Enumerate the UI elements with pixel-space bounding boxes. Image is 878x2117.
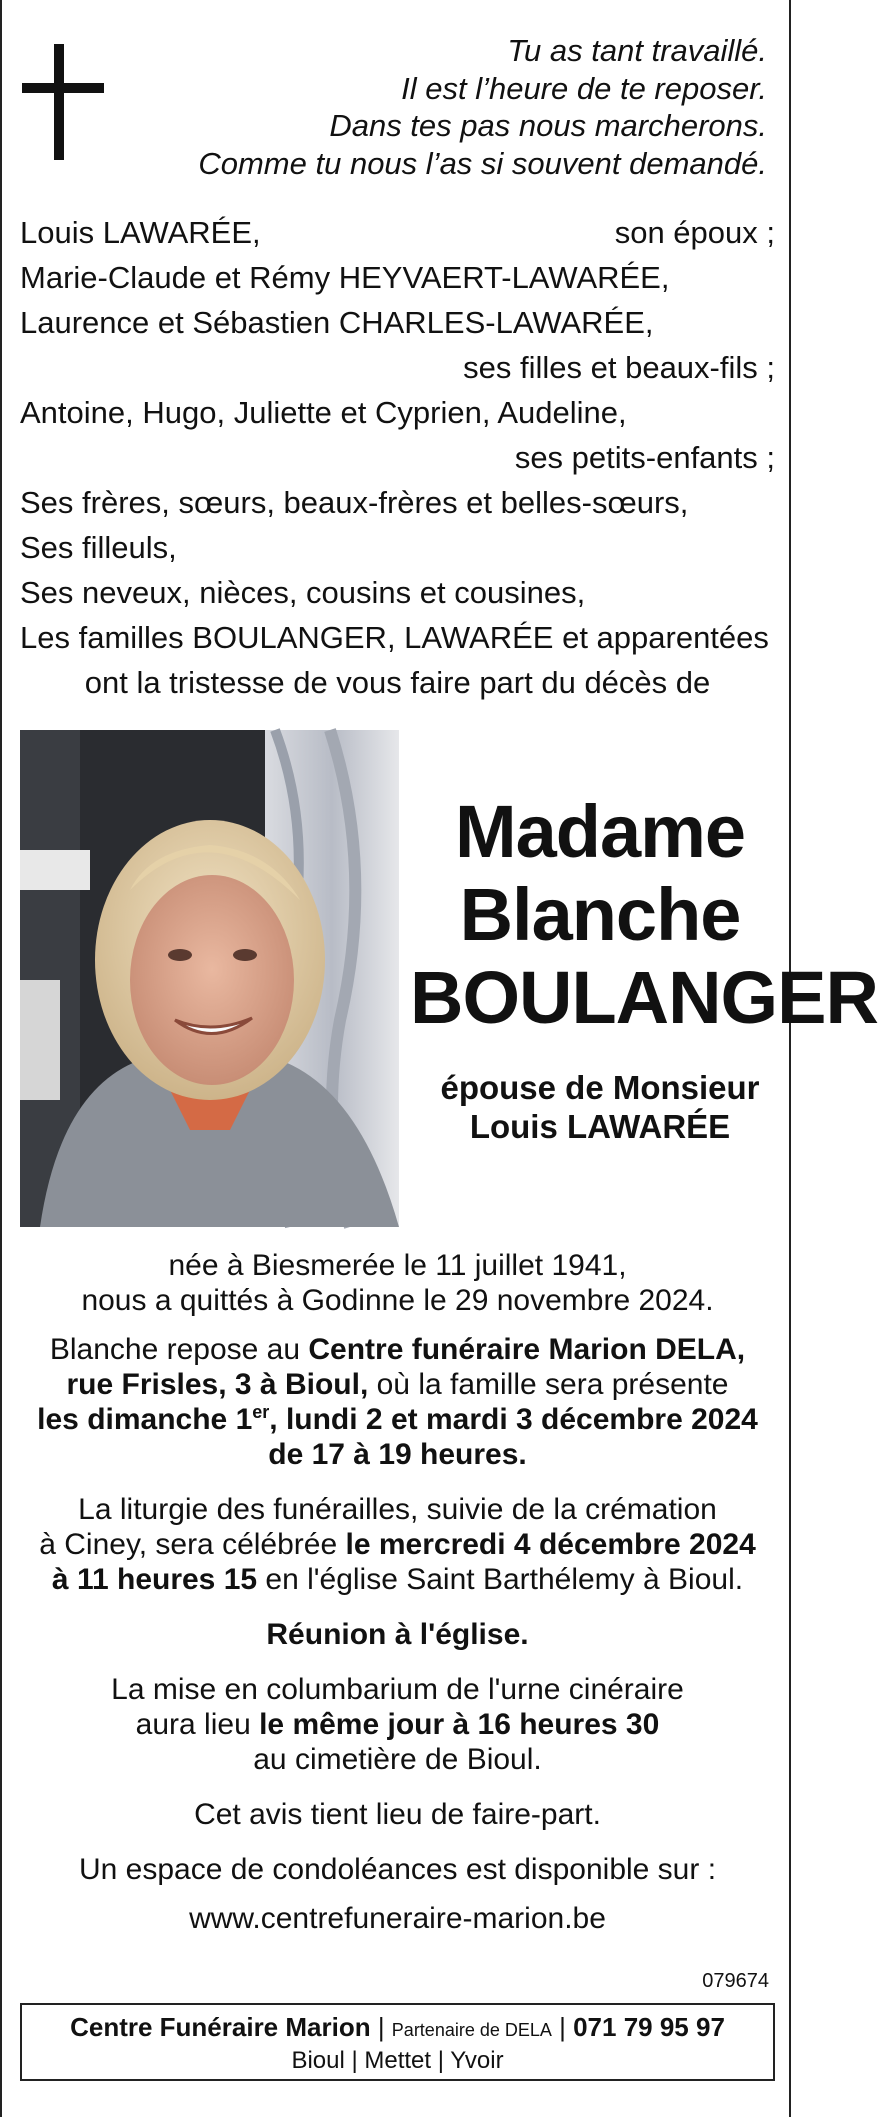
liturgy-text: en l'église Saint Barthélemy à Bioul. [257,1563,744,1596]
funeral-details [12,1248,783,1936]
spouse-of-line: épouse de Monsieur [440,1069,760,1106]
family-row: Les familles BOULANGER, LAWARÉE et apparentées [20,620,769,655]
family-row: Ses frères, sœurs, beaux-frères et belles-sœurs, [20,485,689,520]
family-row: Ses filleuls, [20,530,177,565]
separator: | [370,2012,392,2042]
rest-place: Centre funéraire Marion DELA, [308,1333,746,1366]
poem [127,32,767,182]
deceased-name [410,790,878,1039]
deceased-title: Madame [454,790,746,873]
liturgy-line [12,1562,783,1597]
portrait-photo [20,730,399,1227]
rest-address: rue Frisles, 3 à Bioul, [66,1368,369,1401]
columbarium-line: au cimetière de Bioul. [253,1743,542,1776]
family-row [20,345,775,390]
footer-locations: Bioul | Mettet | Yvoir [291,2047,504,2074]
meeting-text: Réunion à l'église. [266,1618,529,1651]
announcement: ont la tristesse de vous faire part du décès de [84,665,711,700]
reference-number: 079674 [702,1970,769,1992]
poem-line: Dans tes pas nous marcherons. [329,108,767,143]
columbarium-text: aura lieu [135,1708,260,1741]
columbarium-time: le même jour à 16 heures 30 [259,1708,660,1741]
partner-text: Partenaire de DELA [391,2020,552,2040]
death-line: nous a quittés à Godinne le 29 novembre 2024. [81,1284,714,1317]
website-link[interactable]: www.centrefuneraire-marion.be [189,1902,606,1935]
company-name: Centre Funéraire Marion [70,2012,371,2042]
family-list [20,210,775,705]
cross-icon-bar [22,83,104,93]
rest-text: Blanche repose au [49,1333,309,1366]
visit-days [12,1402,783,1437]
liturgy-text: à Ciney, sera célébrée [39,1528,346,1561]
daughters-role: ses filles et beaux-fils ; [463,350,775,385]
columbarium-line: La mise en columbarium de l'urne cinéraire [111,1673,684,1706]
meeting-line [12,1617,783,1652]
cross-icon [54,44,64,160]
columbarium-line [12,1707,783,1742]
liturgy-time: à 11 heures 15 [51,1563,258,1596]
spouse-of-line: Louis LAWARÉE [469,1108,731,1145]
family-row [20,210,775,255]
visit-hours-text: de 17 à 19 heures. [268,1438,527,1471]
footer-line [22,2011,773,2046]
spouse-of [410,1068,790,1146]
deceased-last-name: BOULANGER [410,956,878,1039]
visit-hours [12,1437,783,1472]
condolences-line: Un espace de condoléances est disponible sur : [78,1853,717,1886]
family-row: Antoine, Hugo, Juliette et Cyprien, Audeline, [20,395,627,430]
rest-line [12,1332,783,1367]
funeral-home-footer [20,2003,775,2081]
poem-line: Tu as tant travaillé. [507,33,767,68]
visit-days-text: , lundi 2 et mardi 3 décembre 2024 [269,1403,758,1436]
birth-line: née à Biesmerée le 11 juillet 1941, [168,1249,627,1282]
visit-days-sup: er [252,1402,270,1422]
liturgy-line [12,1527,783,1562]
spouse-name: Louis LAWARÉE, [20,215,261,250]
deceased-first-name: Blanche [459,873,741,956]
visit-days-text: les dimanche 1 [37,1403,253,1436]
rest-text: où la famille sera présente [368,1368,729,1401]
poem-line: Comme tu nous l’as si souvent demandé. [198,145,767,181]
family-row: Laurence et Sébastien CHARLES-LAWARÉE, [20,305,654,340]
poem-line: Il est l’heure de te reposer. [401,70,767,106]
family-row: Ses neveux, nièces, cousins et cousines, [20,575,586,610]
rest-line [12,1367,783,1402]
notice-line: Cet avis tient lieu de faire-part. [194,1798,601,1831]
separator: | [551,2012,574,2042]
phone-number[interactable]: 071 79 95 97 [573,2012,725,2042]
liturgy-date: le mercredi 4 décembre 2024 [345,1528,756,1561]
grandchildren-role: ses petits-enfants ; [514,440,775,475]
family-row [20,435,775,480]
spouse-role: son époux ; [614,215,775,250]
liturgy-line: La liturgie des funérailles, suivie de la crémation [78,1493,717,1526]
portrait-image [20,730,399,1227]
family-row: Marie-Claude et Rémy HEYVAERT-LAWARÉE, [20,260,670,295]
